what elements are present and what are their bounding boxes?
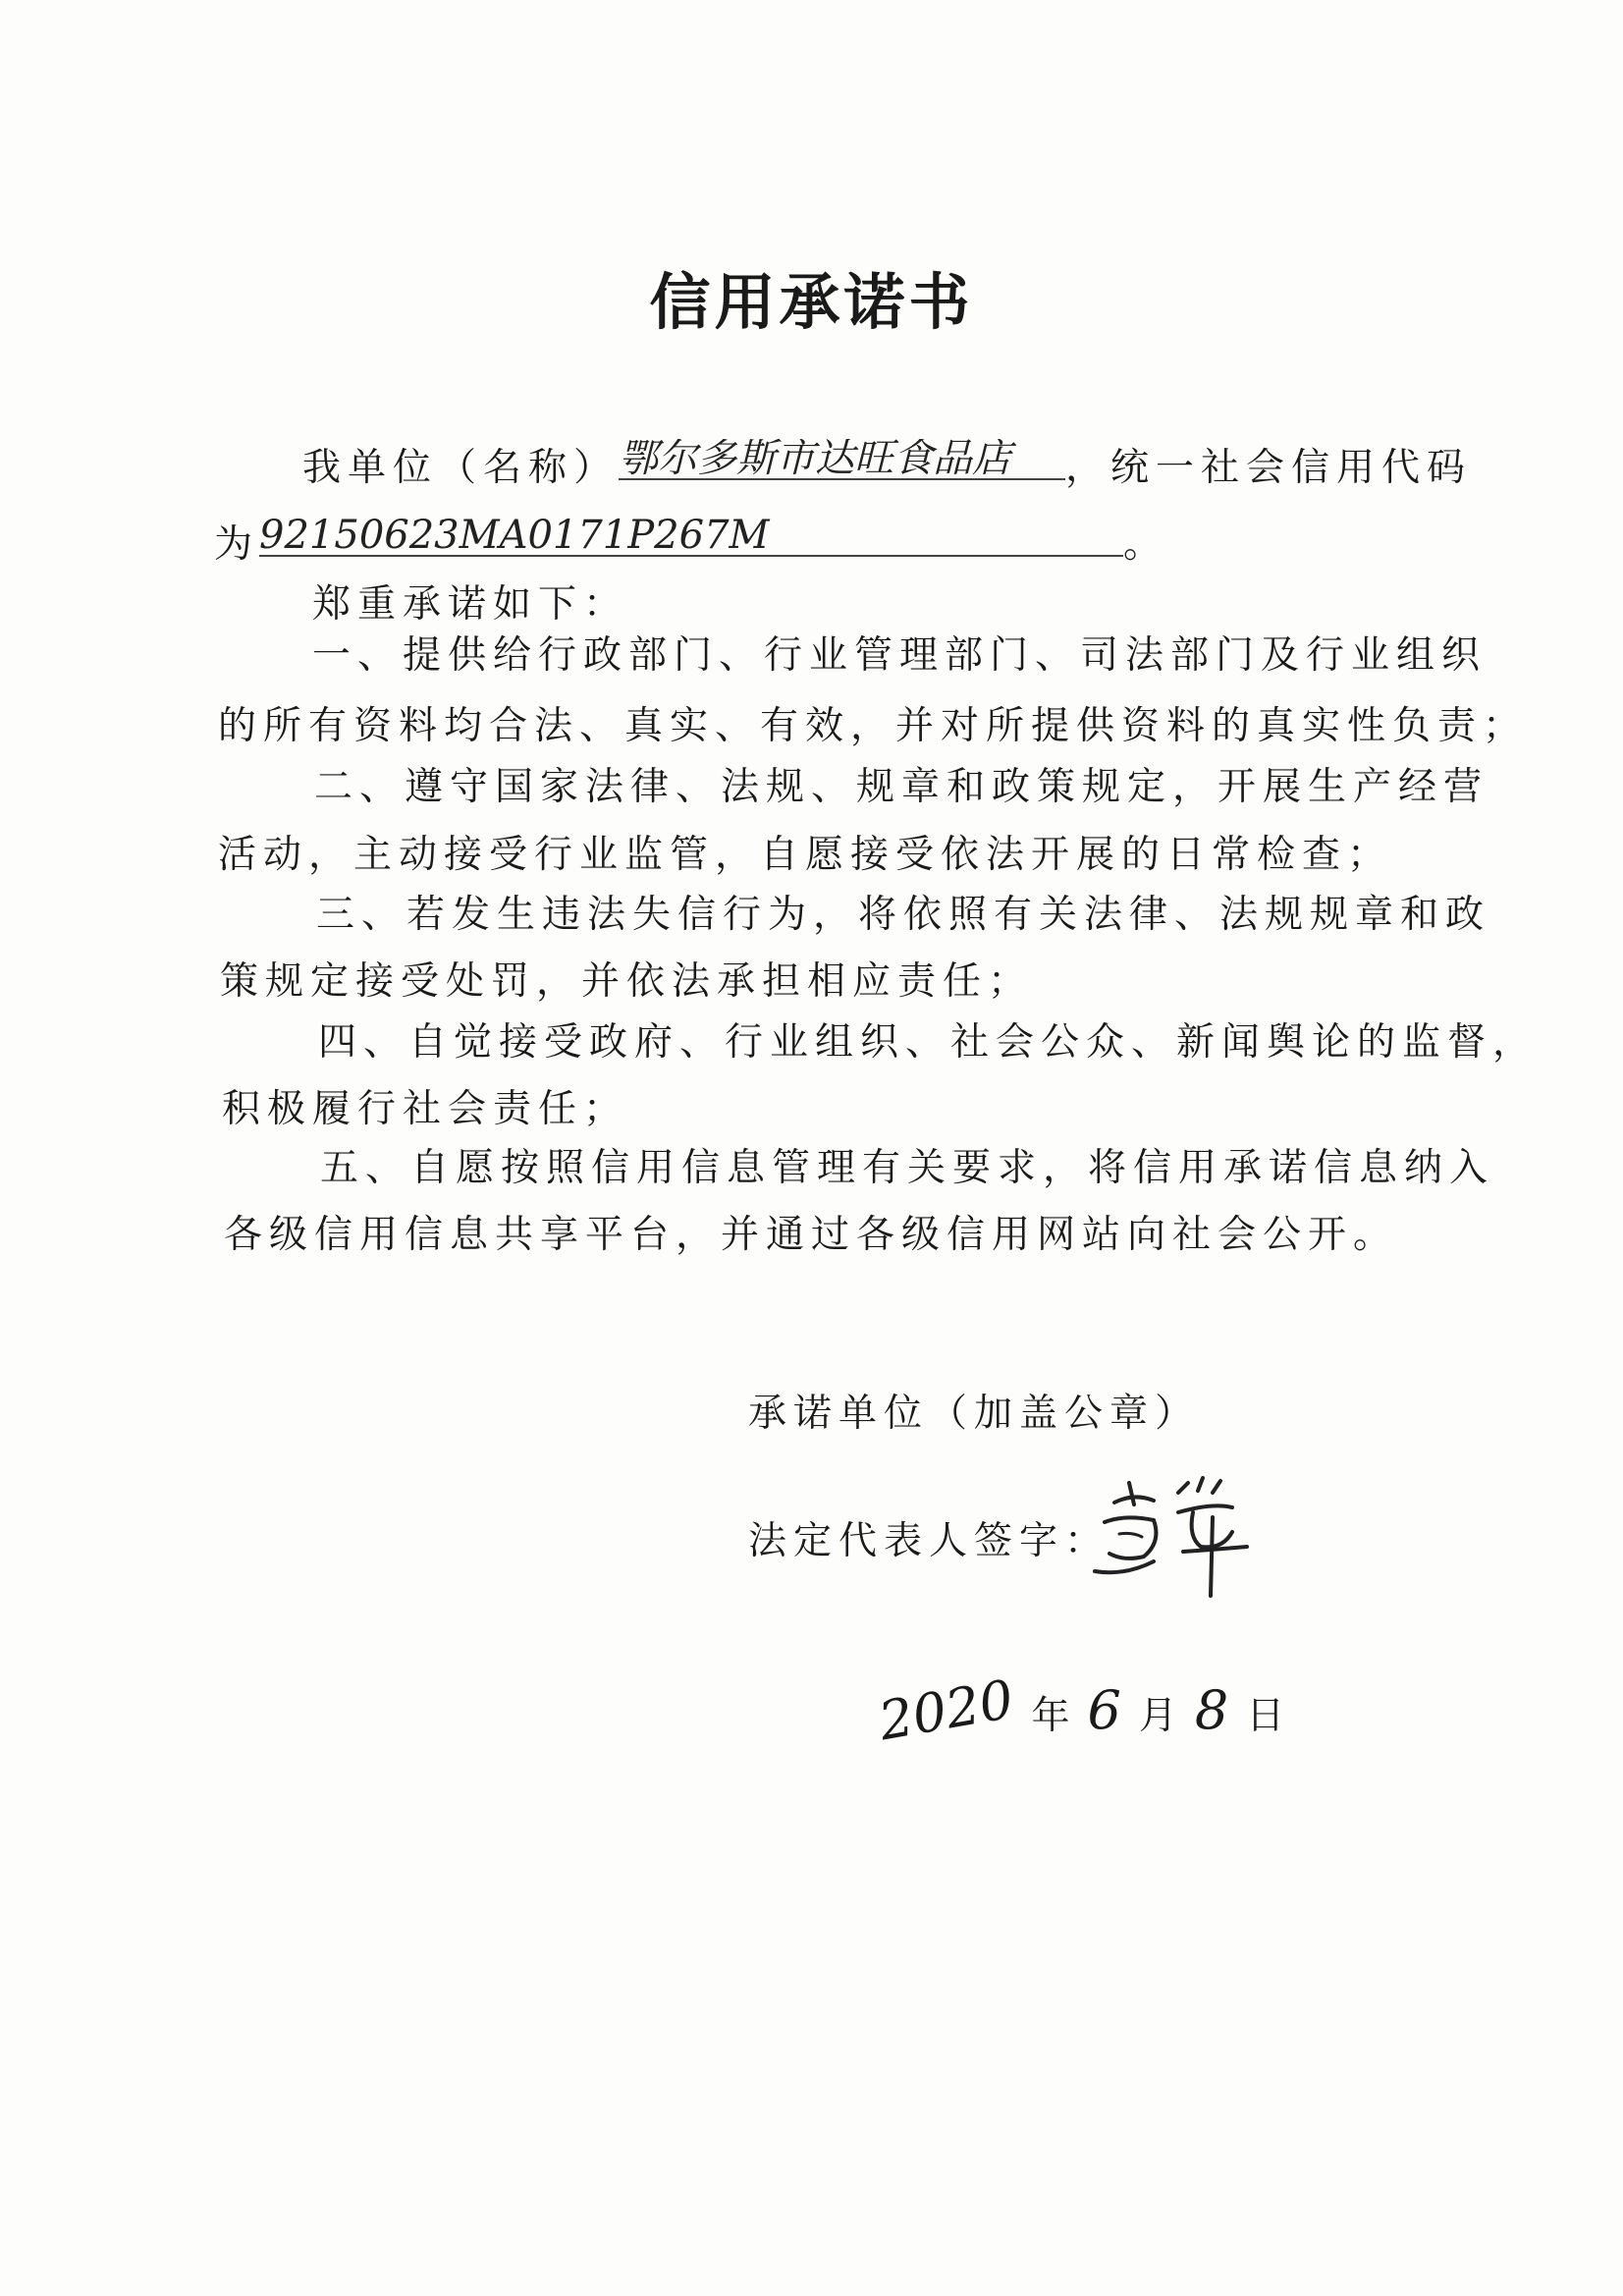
code-suffix: 。 — [1123, 522, 1169, 567]
intro-suffix: ，统一社会信用代码 — [1065, 446, 1473, 490]
clause-2-line-1: 二、遵守国家法律、法规、规章和政策规定，开展生产经营 — [314, 765, 1489, 809]
unit-name-field: 鄂尔多斯市达旺食品店 — [619, 439, 1065, 480]
document-title: 信用承诺书 — [649, 266, 974, 338]
clause-4-line-1: 四、自觉接受政府、行业组织、社会公众、新闻舆论的监督， — [318, 1020, 1539, 1065]
clause-5-line-1: 五、自愿按照信用信息管理有关要求，将信用承诺信息纳入 — [320, 1146, 1495, 1190]
date-year: 2020 — [874, 1667, 1018, 1753]
legal-rep-label: 法定代表人签字： — [748, 1519, 1110, 1563]
clause-2-line-2: 活动，主动接受行业监管，自愿接受依法开展的日常检查； — [218, 833, 1393, 877]
credit-code-line — [214, 516, 1169, 567]
legal-rep-signature — [1085, 1463, 1281, 1601]
clause-3-line-2: 策规定接受处罚，并依法承担相应责任； — [220, 959, 1034, 1004]
clause-1-line-1: 一、提供给行政部门、行业管理部门、司法部门及行业组织 — [312, 633, 1488, 678]
credit-code-field: 92150623MA0171P267M — [259, 516, 1123, 557]
intro-line — [302, 439, 1473, 490]
date-year-unit: 年 — [1031, 1694, 1070, 1738]
date-month-unit: 月 — [1138, 1694, 1177, 1738]
date-day-unit: 日 — [1246, 1694, 1285, 1738]
intro-prefix: 我单位（名称） — [302, 446, 620, 490]
clause-3-line-1: 三、若发生违法失信行为，将依照有关法律、法规规章和政 — [316, 893, 1491, 937]
clause-5-line-2: 各级信用信息共享平台，并通过各级信用网站向社会公开。 — [224, 1213, 1399, 1257]
date-month: 6 — [1087, 1679, 1121, 1741]
signing-date — [874, 1667, 1302, 1753]
date-day: 8 — [1194, 1679, 1229, 1741]
clause-1-line-2: 的所有资料均合法、真实、有效，并对所提供资料的真实性负责； — [218, 704, 1529, 748]
solemn-statement: 郑重承诺如下： — [312, 582, 629, 627]
clause-4-line-2: 积极履行社会责任； — [222, 1087, 629, 1131]
code-prefix: 为 — [214, 522, 260, 567]
committing-unit-label: 承诺单位（加盖公章） — [748, 1392, 1201, 1436]
